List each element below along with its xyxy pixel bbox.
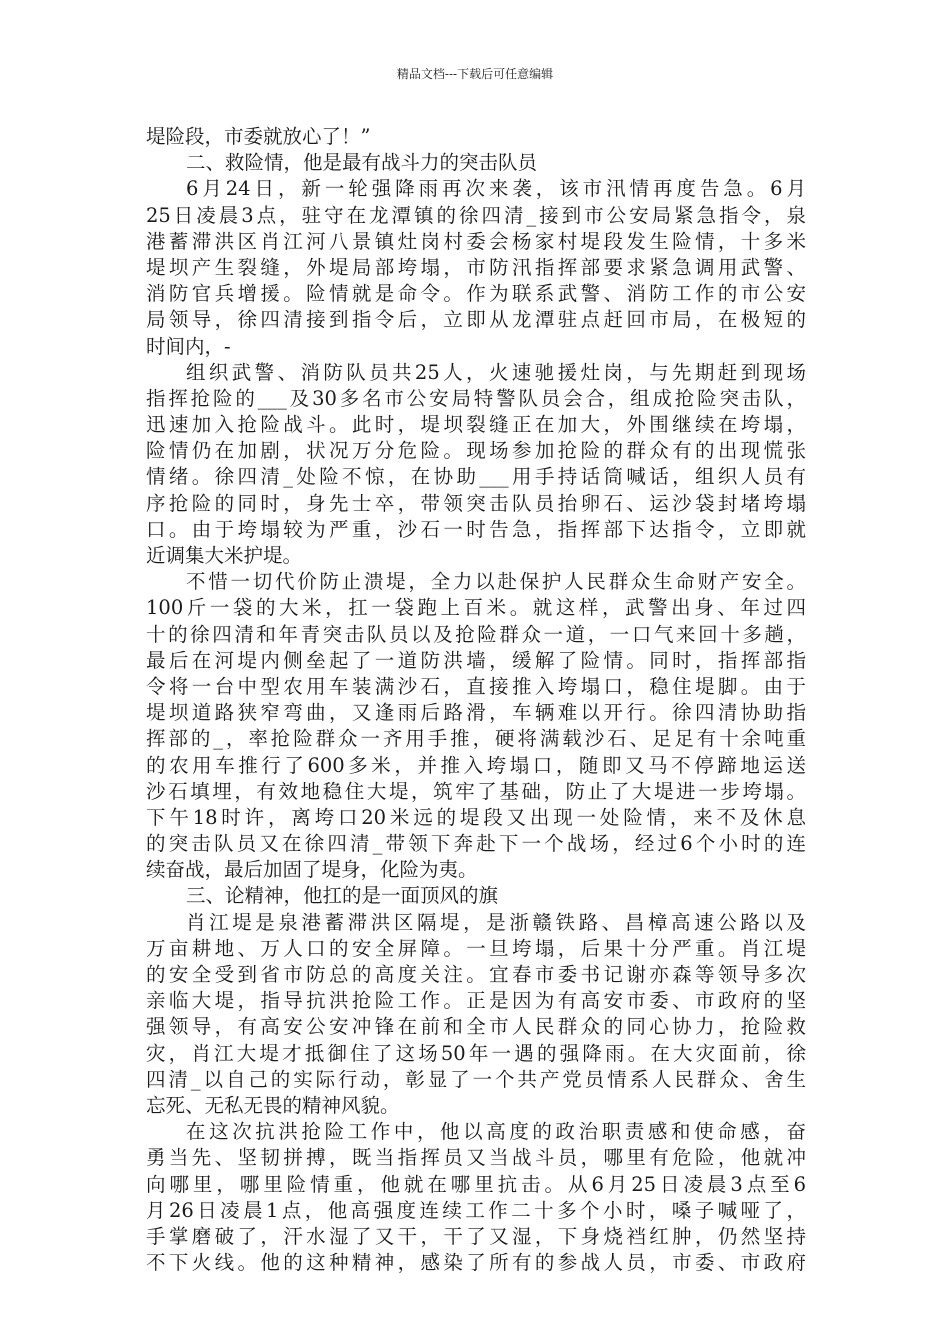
text-line: 的农用车推行了600多米，并推入垮塌口，随即又马不停蹄地运送 xyxy=(146,753,806,777)
text-line: 四清_以自己的实际行动，彰显了一个共产党员情系人民群众、舍生 xyxy=(146,1067,806,1091)
text-line: 不惜一切代价防止溃堤，全力以赴保护人民群众生命财产安全。 xyxy=(186,570,806,594)
text-line: 三、论精神，他扛的是一面顶风的旗 xyxy=(186,884,499,908)
document-body xyxy=(146,124,806,1276)
text-line: 25日凌晨3点，驻守在龙潭镇的徐四清_接到市公安局紧急指令，泉 xyxy=(146,203,806,227)
text-line: 忘死、无私无畏的精神风貌。 xyxy=(146,1093,400,1117)
text-line: 手掌磨破了，汗水湿了又干，干了又湿，下身烧裆红肿，仍然坚持 xyxy=(146,1224,806,1248)
text-line: 堤坝产生裂缝，外堤局部垮塌，市防汛指挥部要求紧急调用武警、 xyxy=(146,255,806,279)
text-line: 向哪里，哪里险情重，他就在哪里抗击。从6月25日凌晨3点至6 xyxy=(146,1172,806,1196)
text-line: 近调集大米护堤。 xyxy=(146,544,303,567)
text-line: 迅速加入抢险战斗。此时，堤坝裂缝正在加大，外围继续在垮塌， xyxy=(146,413,806,437)
text-line: 堤险段，市委就放心了！” xyxy=(146,125,371,148)
text-line: 消防官兵增援。险情就是命令。作为联系武警、消防工作的市公安 xyxy=(146,282,806,306)
text-line: 口。由于垮塌较为严重，沙石一时告急，指挥部下达指令，立即就 xyxy=(146,517,806,541)
text-line: 6月24日，新一轮强降雨再次来袭，该市汛情再度告急。6月 xyxy=(186,177,806,201)
text-line: 在这次抗洪抢险工作中，他以高度的政治职责感和使命感，奋 xyxy=(186,1120,806,1144)
text-line: 港蓄滞洪区肖江河八景镇灶岗村委会杨家村堤段发生险情，十多米 xyxy=(146,229,806,253)
text-line: 令将一台中型农用车装满沙石，直接推入垮塌口，稳住堤脚。由于 xyxy=(146,674,806,698)
page-header: 精品文档---下载后可任意编辑 xyxy=(396,67,554,81)
text-line: 肖江堤是泉港蓄滞洪区隔堤，是浙赣铁路、昌樟高速公路以及 xyxy=(186,910,806,934)
text-line: 挥部的_，率抢险群众一齐用手推，硬将满载沙石、足足有十余吨重 xyxy=(146,727,806,751)
text-line: 不下火线。他的这种精神，感染了所有的参战人员，市委、市政府 xyxy=(146,1251,806,1275)
text-line: 下午18时许，离垮口20米远的堤段又出现一处险情，来不及休息 xyxy=(146,805,806,829)
text-line: 沙石填埋，有效地稳住大堤，筑牢了基础，防止了大堤进一步垮塌。 xyxy=(146,779,806,803)
text-line: 险情仍在加剧，状况万分危险。现场参加抢险的群众有的出现慌张 xyxy=(146,439,806,463)
text-line: 指挥抢险的___及30多名市公安局特警队员会合，组成抢险突击队， xyxy=(146,386,806,410)
text-line: 的突击队员又在徐四清_带领下奔赴下一个战场，经过6个小时的连 xyxy=(146,832,806,856)
text-line: 续奋战，最后加固了堤身，化险为夷。 xyxy=(146,858,478,882)
text-line: 堤坝道路狭窄弯曲，又逢雨后路滑，车辆难以开行。徐四清协助指 xyxy=(146,701,806,725)
text-line: 时间内，- xyxy=(146,334,231,358)
text-line: 灾，肖江大堤才抵御住了这场50年一遇的强降雨。在大灾面前，徐 xyxy=(146,1041,806,1065)
text-line: 100斤一袋的大米，扛一袋跑上百米。就这样，武警出身、年过四 xyxy=(146,596,806,620)
text-line: 万亩耕地、万人口的安全屏障。一旦垮塌，后果十分严重。肖江堤 xyxy=(146,936,806,960)
text-line: 最后在河堤内侧垒起了一道防洪墙，缓解了险情。同时，指挥部指 xyxy=(146,648,806,672)
text-line: 十的徐四清和年青突击队员以及抢险群众一道，一口气来回十多趟， xyxy=(146,622,806,646)
text-line: 强领导，有高安公安冲锋在前和全市人民群众的同心协力，抢险救 xyxy=(146,1015,806,1039)
text-line: 局领导，徐四清接到指令后，立即从龙潭驻点赶回市局，在极短的 xyxy=(146,308,806,332)
text-line: 亲临大堤，指导抗洪抢险工作。正是因为有高安市委、市政府的坚 xyxy=(146,989,806,1013)
text-line: 情绪。徐四清_处险不惊，在协助___用手持话筒喊话，组织人员有 xyxy=(146,465,806,489)
text-line: 的安全受到省市防总的高度关注。宜春市委书记谢亦森等领导多次 xyxy=(146,963,806,986)
text-line: 组织武警、消防队员共25人，火速驰援灶岗，与先期赶到现场 xyxy=(186,360,806,384)
text-line: 序抢险的同时，身先士卒，带领突击队员抬卵石、运沙袋封堵垮塌 xyxy=(146,491,806,515)
text-line: 月26日凌晨1点，他高强度连续工作二十多个小时，嗓子喊哑了， xyxy=(146,1198,806,1222)
text-line: 勇当先、坚韧拼搏，既当指挥员又当战斗员，哪里有危险，他就冲 xyxy=(146,1146,806,1170)
text-line: 二、救险情，他是最有战斗力的突击队员 xyxy=(186,151,538,175)
